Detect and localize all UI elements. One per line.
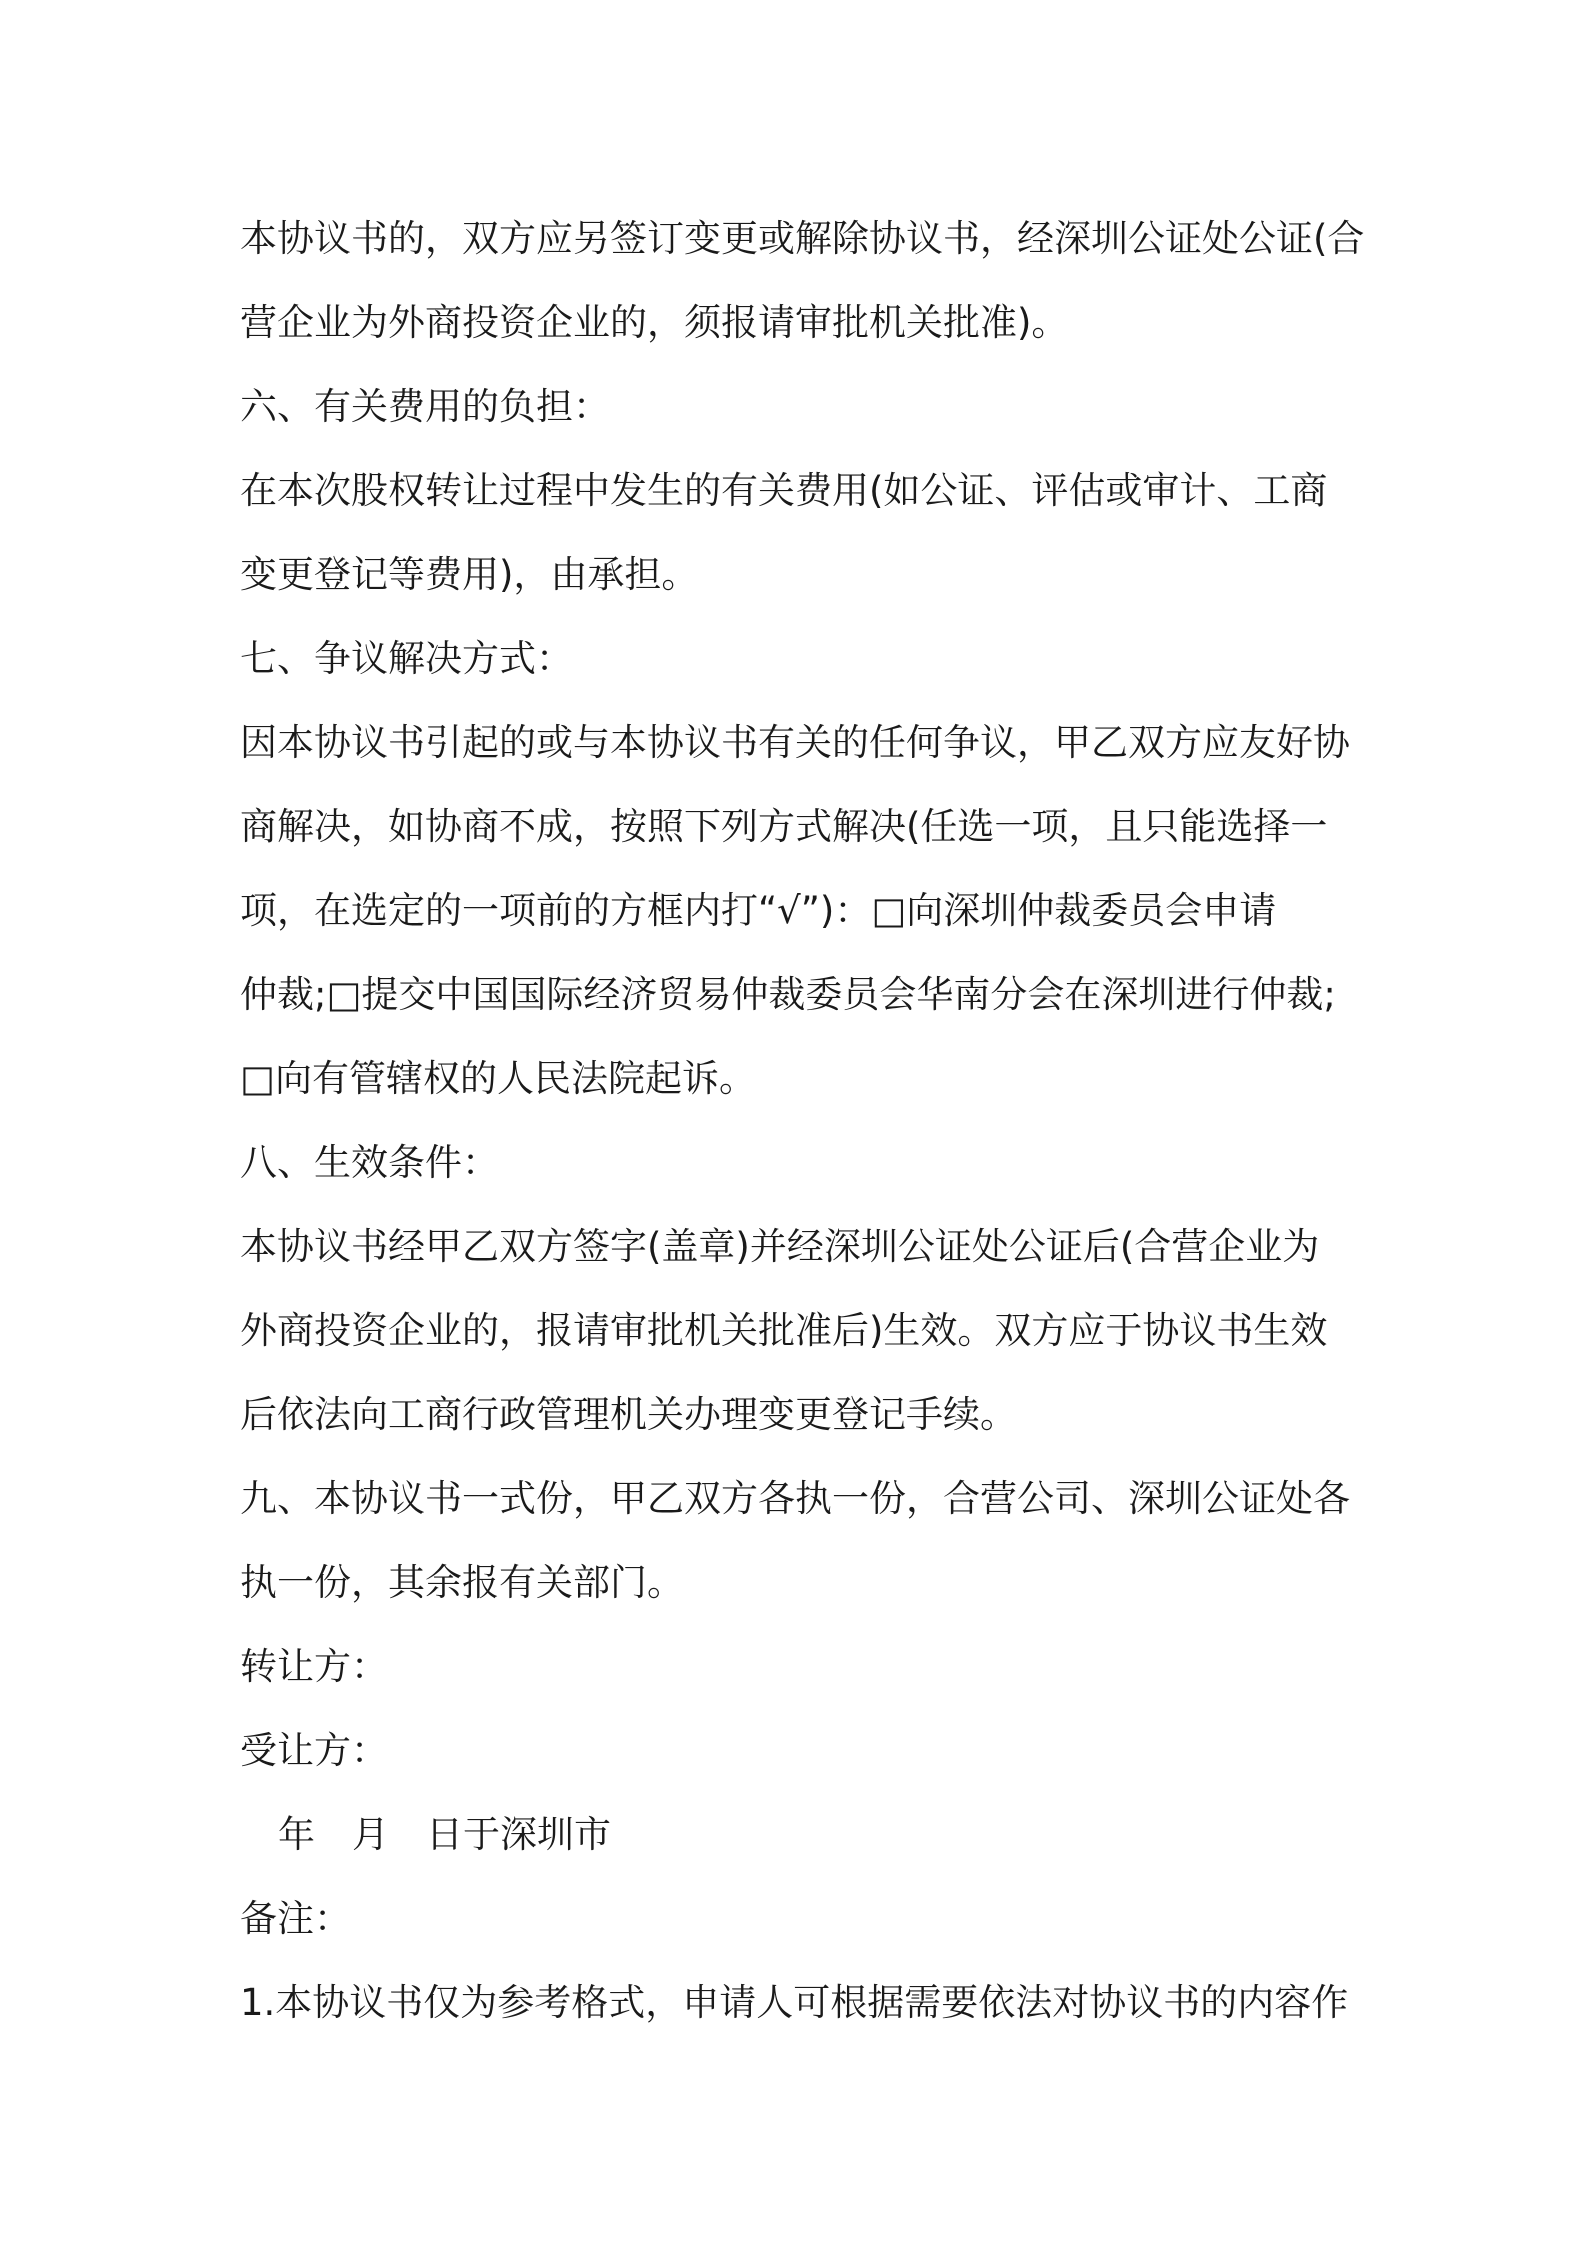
paragraph-line: 营企业为外商投资企业的，须报请审批机关批准)。 [240, 301, 1069, 344]
date-place-line: 年 月 日于深圳市 [278, 1813, 611, 1856]
paragraph-line: 仲裁;□提交中国国际经济贸易仲裁委员会华南分会在深圳进行仲裁; [240, 973, 1336, 1016]
paragraph-line: 后依法向工商行政管理机关办理变更登记手续。 [240, 1393, 1017, 1436]
paragraph-line: 执一份，其余报有关部门。 [240, 1561, 684, 1604]
paragraph-line: 项，在选定的一项前的方框内打“√”)：□向深圳仲裁委员会申请 [240, 889, 1277, 932]
paragraph-line: □向有管辖权的人民法院起诉。 [240, 1057, 756, 1100]
document-body [240, 197, 1365, 2045]
transferor-signature-line: 转让方： [240, 1645, 388, 1688]
remarks-heading: 备注： [240, 1897, 351, 1940]
remarks-item: 1.本协议书仅为参考格式，申请人可根据需要依法对协议书的内容作 [240, 1981, 1349, 2024]
section-heading-dispute: 七、争议解决方式： [240, 637, 573, 680]
section-heading-fees: 六、有关费用的负担： [240, 385, 610, 428]
paragraph-line: 本协议书的，双方应另签订变更或解除协议书，经深圳公证处公证(合 [240, 217, 1365, 260]
section-heading-copies: 九、本协议书一式份，甲乙双方各执一份，合营公司、深圳公证处各 [240, 1477, 1350, 1520]
paragraph-line: 在本次股权转让过程中发生的有关费用(如公证、评估或审计、工商 [240, 469, 1328, 512]
transferee-signature-line: 受让方： [240, 1729, 388, 1772]
paragraph-line: 因本协议书引起的或与本协议书有关的任何争议，甲乙双方应友好协 [240, 721, 1350, 764]
paragraph-line: 外商投资企业的，报请审批机关批准后)生效。双方应于协议书生效 [240, 1309, 1328, 1352]
paragraph-line: 本协议书经甲乙双方签字(盖章)并经深圳公证处公证后(合营企业为 [240, 1225, 1320, 1268]
paragraph-line: 变更登记等费用)，由承担。 [240, 553, 699, 596]
section-heading-effective: 八、生效条件： [240, 1141, 499, 1184]
paragraph-line: 商解决，如协商不成，按照下列方式解决(任选一项，且只能选择一 [240, 805, 1328, 848]
